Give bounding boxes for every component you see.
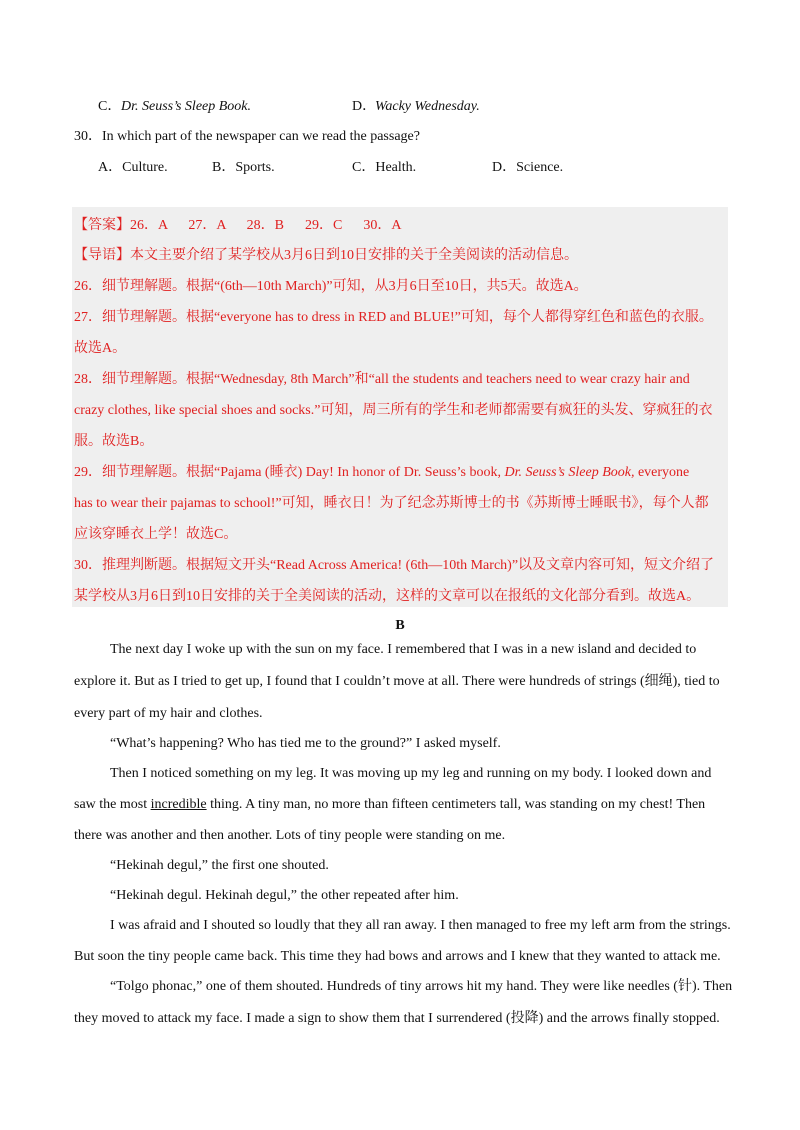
explanation-26: 26．细节理解题。根据“(6th—10th March)”可知，从3月6日至10日，共5天。故选A。 [74,279,588,294]
option-d-text: Wacky Wednesday. [375,99,480,114]
guide-summary: 【导语】本文主要介绍了某学校从3月6日到10日安排的关于全美阅读的活动信息。 [74,248,578,263]
passage-p3-line1: Then I noticed something on my leg. It was moving up my leg and running on my body. I looked down and [110,766,712,781]
section-b-title: B [395,618,405,633]
passage-p6-line2: But soon the tiny people came back. This time they had bows and arrows and I knew that they wanted to attack me. [74,949,721,964]
passage-p7-line1: “Tolgo phonac,” one of them shouted. Hundreds of tiny arrows hit my hand. They were like needles (针). Then [110,979,733,994]
explanation-27-cont: 故选A。 [74,341,127,356]
answer-key: 【答案】26．A 27．A 28．B 29．C 30．A [74,218,402,233]
passage-p3-line2-pre: saw the most [74,797,151,812]
passage-p4: “Hekinah degul,” the first one shouted. [110,858,329,873]
q30-option-a: A．Culture. [98,160,168,175]
explanation-28-cont: crazy clothes, like special shoes and socks.”可知，周三所有的学生和老师都需要有疯狂的头发、穿疯狂的衣 [74,403,713,418]
q30-option-d: D．Science. [492,160,564,175]
explanation-30: 30．推理判断题。根据短文开头“Read Across America! (6th—10th March)”以及文章内容可知，短文介绍了 [74,558,715,573]
passage-p6-line1: I was afraid and I shouted so loudly that they all ran away. I then managed to free my left arm from the strings. [110,918,731,933]
explanation-29-end: 应该穿睡衣上学！故选C。 [74,527,238,542]
passage-p5: “Hekinah degul. Hekinah degul,” the other repeated after him. [110,888,459,903]
passage-p3-line3: there was another and then another. Lots of tiny people were standing on me. [74,828,506,843]
q30-option-c: C．Health. [352,160,417,175]
question-30-stem: 30．In which part of the newspaper can we read the passage? [74,129,420,144]
explanation-29-cont: has to wear their pajamas to school!”可知，睡衣日！为了纪念苏斯博士的书《苏斯博士睡眠书》，每个人都 [74,496,709,511]
explanation-28: 28．细节理解题。根据“Wednesday, 8th March”和“all the students and teachers need to wear crazy hair and [74,372,690,387]
explanation-29-book-title: Dr. Seuss’s Sleep Book, [504,465,635,480]
explanation-27: 27．细节理解题。根据“everyone has to dress in RED and BLUE!”可知，每个人都得穿红色和蓝色的衣服。 [74,310,713,325]
explanation-28-end: 服。故选B。 [74,434,154,449]
underlined-word-incredible: incredible [150,797,207,812]
passage-p1-line1: The next day I woke up with the sun on my face. I remembered that I was in a new island and decided to [110,642,697,657]
passage-p7-line2: they moved to attack my face. I made a sign to show them that I surrendered (投降) and the arrows finally stopped. [74,1011,720,1026]
passage-p3-line2-post: thing. A tiny man, no more than fifteen centimeters tall, was standing on my chest! Then [206,797,706,812]
explanation-29-post: everyone [634,465,690,480]
passage-p1-line3: every part of my hair and clothes. [74,706,263,721]
option-d-label: D． [352,99,377,114]
explanation-29 [74,464,689,482]
passage-p1-line2: explore it. But as I tried to get up, I found that I couldn’t move at all. There were hundreds of strings (细绳), tied to [74,674,720,689]
q30-option-b: B．Sports. [212,160,275,175]
option-c-text: Dr. Seuss’s Sleep Book. [121,99,252,114]
option-c-label: C． [98,99,122,114]
passage-p3-line2 [74,796,705,814]
explanation-30-cont: 某学校从3月6日到10日安排的关于全美阅读的活动，这样的文章可以在报纸的文化部分看到。故选A。 [74,589,701,604]
passage-p2: “What’s happening? Who has tied me to the ground?” I asked myself. [110,736,501,751]
explanation-29-pre: 29．细节理解题。根据“Pajama (睡衣) Day! In honor of Dr. Seuss’s book, [74,465,505,480]
